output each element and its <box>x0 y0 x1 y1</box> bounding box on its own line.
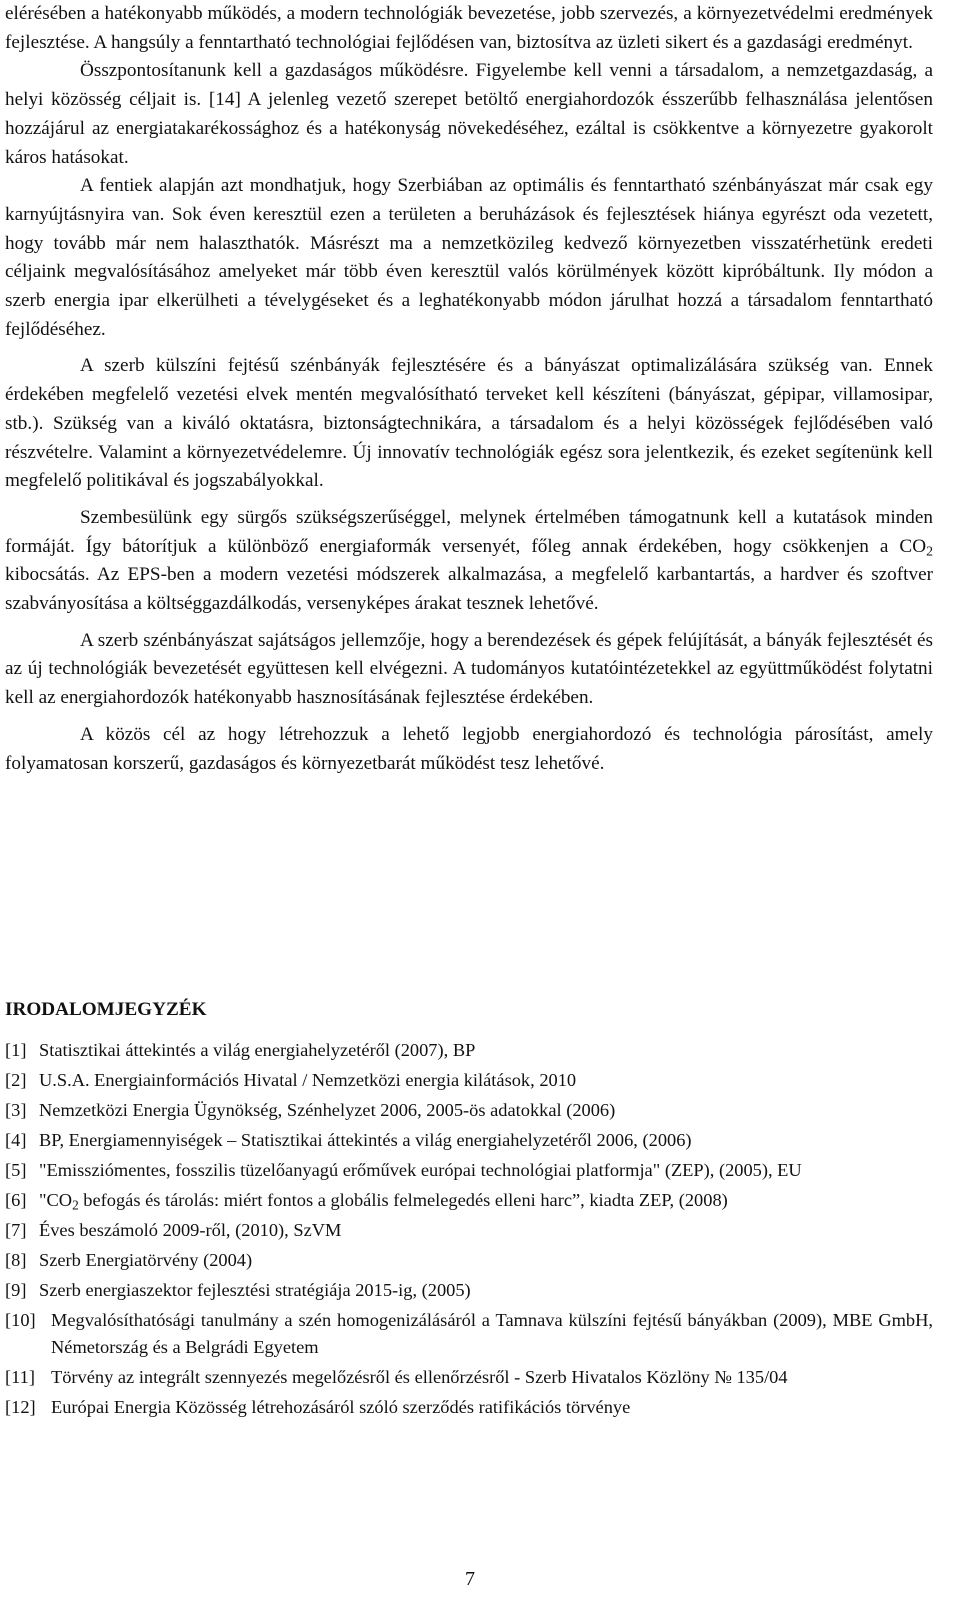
text-segment: Szerb Energiatörvény (2004) <box>39 1250 253 1270</box>
reference-item <box>5 1187 933 1214</box>
reference-number: [4] <box>5 1130 27 1150</box>
reference-text <box>39 1187 933 1214</box>
text-segment: "CO <box>39 1190 73 1210</box>
text-segment: A szerb külszíni fejtésű szénbányák fejlesztésére és a bányászat optimalizálására szükség van. Ennek érdekében megfelelő vezetési elvek mentén megvalósítható terveket kell készíteni (bányászat, gépipar, villamosipar, stb.). Szükség van a kiváló oktatásra, biztonságtechnikára, a társadalom és a helyi közösségek fejlődésében való részvételre. Valamint a környezetvédelemre. Új innovatív technológiák egész sora jelentkezik, és ezeket segítenünk kell megfelelő politikával és jogszabályokkal. <box>5 355 933 492</box>
text-segment: befogás és tárolás: miért fontos a globális felmelegedés elleni harc”, kiadta ZEP, (2008) <box>78 1190 728 1210</box>
text-segment: U.S.A. Energiainformációs Hivatal / Nemzetközi energia kilátások, 2010 <box>39 1070 577 1090</box>
reference-item <box>5 1247 933 1274</box>
reference-number: [3] <box>5 1100 27 1120</box>
reference-list <box>5 1037 933 1424</box>
reference-item <box>5 1394 933 1421</box>
paragraph <box>5 57 933 172</box>
subscript-text: 2 <box>926 543 933 559</box>
reference-item <box>5 1217 933 1244</box>
reference-text <box>39 1247 933 1274</box>
reference-item <box>5 1307 933 1361</box>
body-text <box>5 0 933 778</box>
reference-number: [6] <box>5 1190 27 1210</box>
text-segment: A fentiek alapján azt mondhatjuk, hogy Szerbiában az optimális és fenntartható szénbányászat már csak egy karnyújtásnyira van. Sok éven keresztül ezen a területen a beruházások és fejlesztések hiánya egyrészt oda vezetett, hogy tovább már nem halaszthatók. Másrészt ma a nemzetközileg kedvező környezetben visszatérhetünk eredeti céljaink megvalósításához amelyeket már több éven keresztül valós körülmények között kipróbáltunk. Ily módon a szerb energia ipar elkerülheti a tévelygéseket és a leghatékonyabb módon járulhat hozzá a társadalom fenntartható fejlődéséhez. <box>5 175 933 340</box>
paragraph <box>5 504 933 619</box>
reference-number: [1] <box>5 1040 27 1060</box>
reference-number: [5] <box>5 1160 27 1180</box>
text-segment: Megvalósíthatósági tanulmány a szén homogenizálásáról a Tamnava külszíni fejtésű bányákban (2009), MBE GmbH, Németország és a Belgrádi Egyetem <box>51 1310 933 1357</box>
reference-text <box>51 1394 933 1421</box>
paragraph <box>5 0 933 57</box>
text-segment: A szerb szénbányászat sajátságos jellemzője, hogy a berendezések és gépek felújítását, a bányák fejlesztését és az új technológiák bevezetését együttesen kell elvégezni. A tudományos kutatóintézetekkel az együttműködést folytatni kell az energiahordozók hatékonyabb hasznosításának fejlesztése érdekében. <box>5 629 933 709</box>
reference-number: [2] <box>5 1070 27 1090</box>
reference-text <box>39 1157 933 1184</box>
reference-number: [9] <box>5 1280 27 1300</box>
text-segment: Szembesülünk egy sürgős szükségszerűséggel, melynek értelmében támogatnunk kell a kutatások minden formáját. Így bátorítjuk a különböző energiaformák versenyét, főleg annak érdekében, hogy csökkenjen a CO <box>5 506 933 557</box>
text-segment: Éves beszámoló 2009-ről, (2010), SzVM <box>39 1220 342 1240</box>
reference-text <box>51 1307 933 1361</box>
text-segment: Összpontosítanunk kell a gazdaságos működésre. Figyelembe kell venni a társadalom, a nemzetgazdaság, a helyi közösség céljait is. [14] A jelenleg vezető szerepet betöltő energiahordozók ésszerűbb felhasználása jelentősen hozzájárul az energiatakarékossághoz és a hatékonyság növekedéséhez, ezáltal is csökkentve a környezetre gyakorolt káros hatásokat. <box>5 60 933 168</box>
text-segment: Törvény az integrált szennyezés megelőzésről és ellenőrzésről - Szerb Hivatalos Közlöny № 135/04 <box>51 1367 788 1387</box>
reference-text <box>51 1364 933 1391</box>
reference-item <box>5 1127 933 1154</box>
reference-text <box>39 1217 933 1244</box>
reference-item <box>5 1097 933 1124</box>
paragraph <box>5 352 933 496</box>
subscript-text: 2 <box>72 1197 79 1213</box>
text-segment: Európai Energia Közösség létrehozásáról szóló szerződés ratifikációs törvénye <box>51 1397 631 1417</box>
text-segment: Statisztikai áttekintés a világ energiahelyzetéről (2007), BP <box>39 1040 476 1060</box>
reference-item <box>5 1277 933 1304</box>
text-segment: elérésében a hatékonyabb működés, a modern technológiák bevezetése, jobb szervezés, a környezetvédelmi eredmények fejlesztése. A hangsúly a fenntartható technológiai fejlődésen van, biztosítva az üzleti sikert és a gazdasági eredményt. <box>5 3 933 53</box>
reference-text <box>39 1127 933 1154</box>
text-segment: BP, Energiamennyiségek – Statisztikai áttekintés a világ energiahelyzetéről 2006, (2006) <box>39 1130 692 1150</box>
paragraph <box>5 172 933 344</box>
text-segment: Nemzetközi Energia Ügynökség, Szénhelyzet 2006, 2005-ös adatokkal (2006) <box>39 1100 616 1120</box>
reference-number: [8] <box>5 1250 27 1270</box>
paragraph <box>5 721 933 778</box>
reference-number: [7] <box>5 1220 27 1240</box>
reference-item <box>5 1157 933 1184</box>
bibliography-heading: IRODALOMJEGYZÉK <box>5 999 207 1020</box>
page-number: 7 <box>465 1568 475 1590</box>
text-segment: Szerb energiaszektor fejlesztési stratégiája 2015-ig, (2005) <box>39 1280 471 1300</box>
paragraph <box>5 627 933 713</box>
reference-item <box>5 1364 933 1391</box>
text-segment: "Emissziómentes, fosszilis tüzelőanyagú erőművek európai technológiai platformja" (ZEP), (2005), EU <box>39 1160 802 1180</box>
reference-number: [12] <box>5 1397 36 1417</box>
reference-text <box>39 1037 933 1064</box>
reference-number: [10] <box>5 1310 36 1330</box>
reference-text <box>39 1277 933 1304</box>
reference-text <box>39 1067 933 1094</box>
text-segment: A közös cél az hogy létrehozzuk a lehető legjobb energiahordozó és technológia párosítást, amely folyamatosan korszerű, gazdaságos és környezetbarát működést tesz lehetővé. <box>5 723 933 774</box>
text-segment: kibocsátás. Az EPS-ben a modern vezetési módszerek alkalmazása, a megfelelő karbantartás, a hardver és szoftver szabványosítása a költséggazdálkodás, versenyképes árakat tesznek lehetővé. <box>5 564 933 615</box>
reference-item <box>5 1067 933 1094</box>
reference-item <box>5 1037 933 1064</box>
reference-text <box>39 1097 933 1124</box>
reference-number: [11] <box>5 1367 35 1387</box>
